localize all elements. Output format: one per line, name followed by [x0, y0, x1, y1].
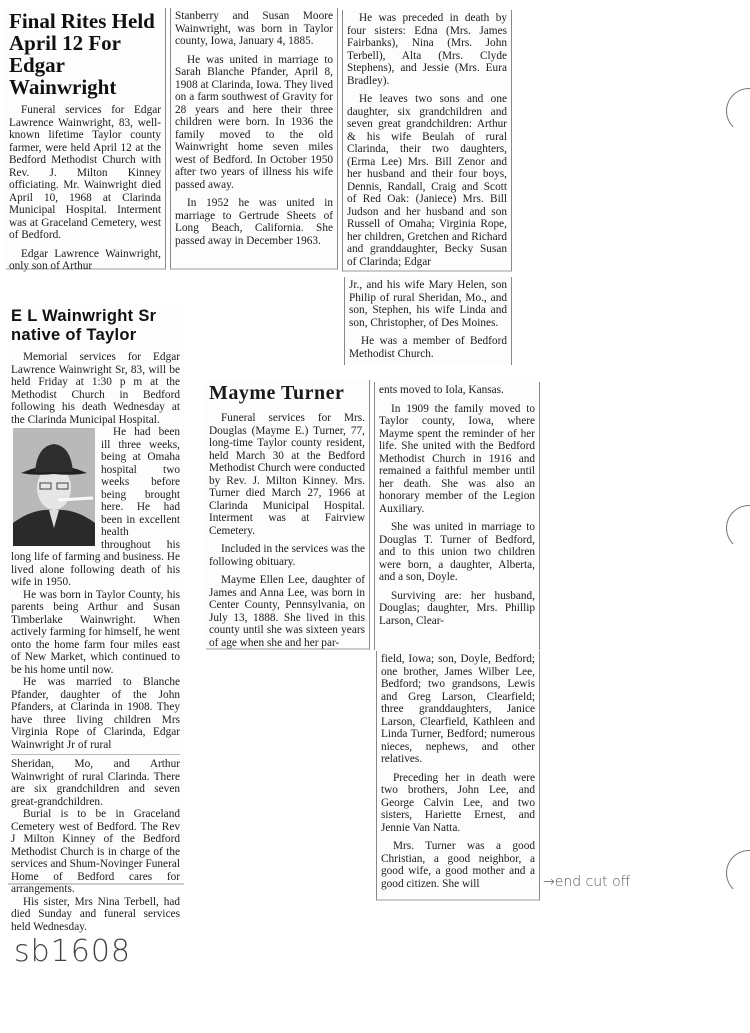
portrait-image	[13, 428, 95, 546]
paragraph: Sheridan, Mo, and Arthur Wainwright of rural Clarinda. There are six grandchildren and seven great-grandchildren.	[11, 758, 180, 808]
paragraph: He was born in Taylor County, his parents being Arthur and Susan Timberlake Wainwright. When actively farming for himself, he went onto the home farm four miles east of New Market, which continued to be his home until now.	[11, 588, 180, 676]
paragraph: Burial is to be in Graceland Cemetery west of Bedford. The Rev J Milton Kinney of the Bedford Methodist Church is in charge of the services and Shum-Novinger Funeral Home of Bedford cares for arrangements.	[11, 808, 180, 895]
paragraph: He had been ill three weeks, being at Omaha hospital two weeks before being brought here. He had been in excellent health throughout his long life of farming and business. He lived alone following death of his wife in 1950.	[11, 426, 180, 588]
paragraph: Memorial services for Edgar Lawrence Wainwright Sr, 83, will be held Friday at 1:30 p m at the Methodist Church in Bedford following his death Wednesday at the Clarinda Municipal Hospital.	[11, 351, 180, 426]
paragraph: Jr., and his wife Mary Helen, son Philip of rural Sheridan, Mo., and son, Stephen, his wife Linda and son, Christopher, of Des Moines.	[349, 279, 507, 329]
paragraph: Mayme Ellen Lee, daughter of James and Anna Lee, was born in Center County, Pennsylvania, on July 13, 1888. She lived in this county until she was sixteen years of age when she and her par-	[209, 574, 365, 649]
paragraph: He leaves two sons and one daughter, six grandchildren and seven great grandchildren: Arthur & his wife Beulah of rural Clarinda, their two daughters, (Erma Lee) Mrs. Bill Zenor and her husband and their four boys, Dennis, Randall, Craig and Scott of Red Oak: (Janiece) Mrs. Bill Judson and her husband and son Russell of Omaha; Virginia Rope, her children, Gretchen and Richard and granddaughter, Becky Susan of Clarinda; Edgar	[347, 93, 507, 268]
hole-punch-middle	[726, 505, 750, 551]
paragraph: In 1952 he was united in marriage to Gertrude Sheets of Long Beach, California. She passed away in December 1963.	[175, 197, 333, 247]
article-final-rites-col3	[342, 10, 512, 272]
paragraph: He was married to Blanche Pfander, daughter of the John Pfanders, at Clarinda in 1908. They have three living children Mrs Virginia Rope of Clarinda, Edgar Wainwright Jr of rural	[11, 676, 180, 755]
article-mayme-turner-col1	[206, 380, 370, 650]
portrait-photo	[13, 428, 95, 546]
paragraph: He was united in marriage to Sarah Blanche Pfander, April 8, 1908 at Clarinda, Iowa. They lived on a farm southwest of Gravity for 28 years and here their three children were born. In 1936 the family moved to the old Wainwright home seven miles west of Bedford. In October 1950 after two years of illness his wife passed away.	[175, 53, 333, 191]
headline-mayme-turner: Mayme Turner	[209, 382, 345, 404]
paragraph: He was preceded in death by four sisters: Edna (Mrs. James Fairbanks), Nina (Mrs. John Terbell), Alta (Mrs. Clyde Stephens), and Jessie (Mrs. Eura Bradley).	[347, 12, 507, 87]
headline-final-rites: Final Rites Held April 12 For Edgar Wainwright	[9, 9, 155, 99]
handwritten-end-note: →end cut off	[543, 874, 631, 890]
paragraph: field, Iowa; son, Doyle, Bedford; one brother, James Wilber Lee, Bedford; two grandsons, Lewis and Greg Larson, Clearfield; three granddaughters, Janice Larson, Clearfield, Kathleen and Linda Turner, Bedford; numerous nieces, nephews, and other relatives.	[381, 653, 535, 765]
paragraph: Funeral services for Mrs. Douglas (Mayme E.) Turner, 77, long-time Taylor county resident, held March 30 at the Bedford Methodist Church were conducted by Rev. J. Milton Kinney. Mrs. Turner died March 27, 1966 at Clarinda Municipal Hospital. Interment was at Fairview Cemetery.	[209, 412, 365, 537]
article-final-rites-col3-continued	[344, 277, 512, 365]
handwritten-catalog-number: sb1608	[14, 934, 132, 969]
paragraph: His sister, Mrs Nina Terbell, had died Sunday and funeral services held Wednesday.	[11, 895, 180, 933]
paragraph: She was united in marriage to Douglas T. Turner of Bedford, and to this union two children were born, a daughter, Alberta, and a son, Doyle.	[379, 521, 535, 583]
paragraph: ents moved to Iola, Kansas.	[379, 384, 504, 396]
paragraph: Surviving are: her husband, Douglas; daughter, Mrs. Phillip Larson, Clear-	[379, 589, 535, 627]
hole-punch-bottom	[726, 850, 750, 896]
paragraph: In 1909 the family moved to Taylor county, Iowa, where Mayme spent the reminder of her life. She united with the Bedford Methodist Church in 1916 and remained a faithful member until her death. She was also an honorary member of the Legion Auxiliary.	[379, 402, 535, 515]
headline-el-wainwright: E L Wainwright Sr native of Taylor	[11, 307, 157, 344]
paragraph: He was a member of Bedford Methodist Church.	[349, 335, 507, 360]
paragraph: Stanberry and Susan Moore Wainwright, was born in Taylor county, Iowa, January 4, 1885.	[175, 10, 333, 47]
paragraph: Edgar Lawrence Wainwright, only son of Arthur	[9, 247, 161, 272]
article-el-wainwright	[8, 305, 184, 933]
paragraph: Funeral services for Edgar Lawrence Wainwright, 83, well-known lifetime Taylor county farmer, were held April 12 at the Bedford Methodist Church with Rev. J. Milton Kinney officiating. Mr. Wainwright died April 10, 1968 at Clarinda Municipal Hospital. Interment was at Graceland Cemetery, west of Bedford.	[9, 104, 161, 241]
paragraph: Included in the services was the following obituary.	[209, 543, 365, 568]
article-mayme-turner-col2-continued	[376, 651, 540, 901]
paragraph: Preceding her in death were two brothers, John Lee, and George Calvin Lee, and two sisters, Hariette Ernest, and Jennie Van Natta.	[381, 771, 535, 834]
paragraph: Mrs. Turner was a good Christian, a good neighbor, a good wife, a good mother and a good citizen. She will	[381, 840, 535, 890]
hole-punch-top	[726, 88, 750, 134]
article-mayme-turner-col2	[374, 382, 540, 650]
article-final-rites-col1	[6, 8, 166, 270]
article-final-rites-col2	[170, 8, 338, 270]
